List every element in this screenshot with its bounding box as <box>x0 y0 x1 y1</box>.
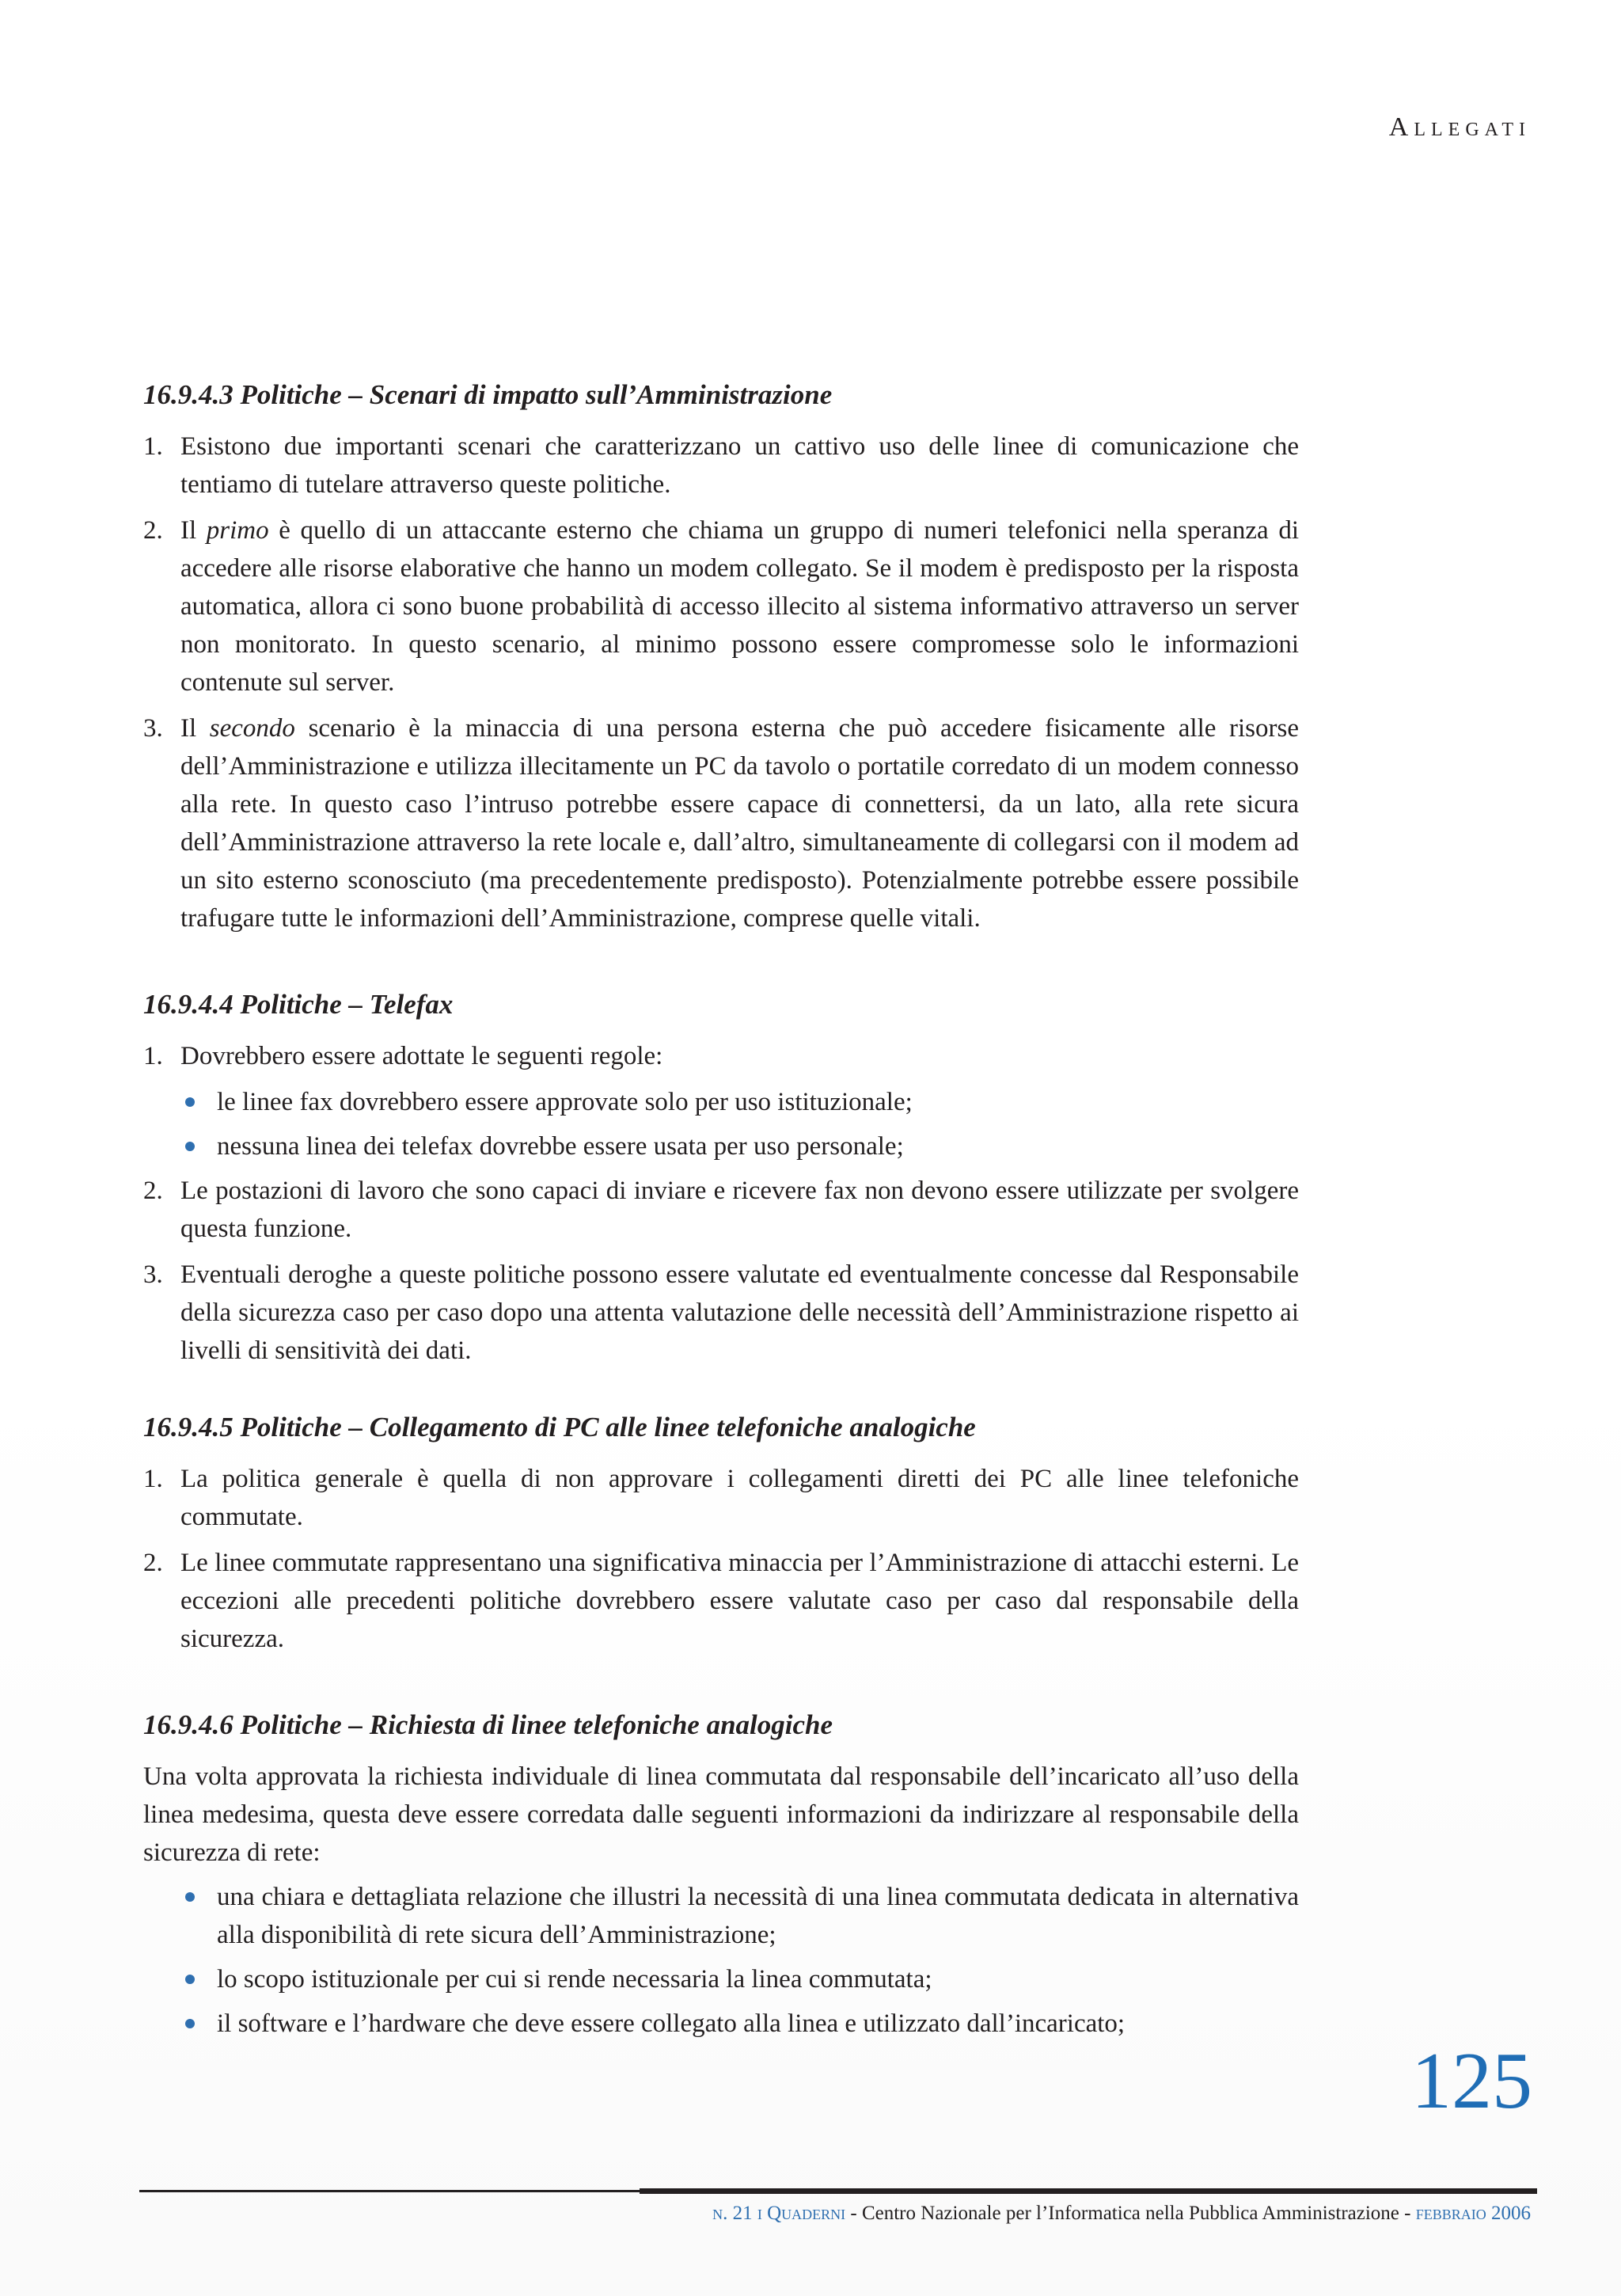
item-text: Esistono due importanti scenari che caratterizzano un cattivo uso delle linee di comunicazione che tentiamo di tutelare attraverso queste politiche. <box>180 432 1299 499</box>
bullet-icon <box>185 1892 195 1902</box>
bullet-item <box>143 2005 1299 2043</box>
page-number: 125 <box>1411 2036 1532 2126</box>
section-heading: 16.9.4.5 Politiche – Collegamento di PC alle linee telefoniche analogiche <box>143 1412 976 1443</box>
numbered-item <box>143 511 1299 701</box>
numbered-item <box>143 1544 1299 1658</box>
section-telefax <box>143 986 1299 1370</box>
footer-rule-accent <box>640 2188 1537 2194</box>
item-text-rest: scenario è la minaccia di una persona esterna che può accedere fisicamente alle risorse dell’Amministrazione e utilizza illecitamente un PC da tavolo o portatile corredato di un modem connesso alla rete. In questo caso l’intruso potrebbe essere capace di connettersi, da un lato, alla rete sicura dell’Amministrazione attraverso la rete locale e, dall’altro, simultaneamente di collegarsi con il modem ad un sito esterno sconosciuto (ma precedentemente predisposto). Potenzialmente potrebbe essere possibile trafugare tutte le informazioni dell’Amministrazione, comprese quelle vitali. <box>180 714 1299 933</box>
bullet-text: lo scopo istituzionale per cui si rende necessaria la linea commutata; <box>217 1965 932 1994</box>
footer <box>712 2203 1531 2225</box>
bullet-icon <box>185 1975 195 1984</box>
section-richiesta-linee <box>143 1707 1299 2043</box>
numbered-item <box>143 1256 1299 1370</box>
item-number: 1. <box>143 1042 163 1070</box>
item-text: Eventuali deroghe a queste politiche possono essere valutate ed eventualmente concesse dal Responsabile della sicurezza caso per caso dopo una attenta valutazione delle necessità dell’Amministrazione rispetto ai livelli di sensitività dei dati. <box>180 1260 1299 1365</box>
bullet-item <box>143 1127 1299 1165</box>
section-heading: 16.9.4.6 Politiche – Richiesta di linee telefoniche analogiche <box>143 1709 833 1740</box>
bullet-item <box>143 1960 1299 1998</box>
footer-issue: n. 21 i Quaderni <box>712 2203 846 2224</box>
footer-separator: - <box>1399 2203 1416 2224</box>
numbered-item <box>143 709 1299 937</box>
item-number: 2. <box>143 1177 163 1205</box>
section-collegamento-pc <box>143 1409 1299 1658</box>
bullet-icon <box>185 1097 195 1107</box>
item-number: 1. <box>143 432 163 461</box>
item-number: 1. <box>143 1465 163 1493</box>
numbered-item <box>143 428 1299 504</box>
numbered-item <box>143 1460 1299 1536</box>
bullet-item <box>143 1083 1299 1121</box>
section-heading: 16.9.4.3 Politiche – Scenari di impatto sull’Amministrazione <box>143 379 833 410</box>
bullet-text: una chiara e dettagliata relazione che illustri la necessità di una linea commutata dedicata in alternativa alla disponibilità di rete sicura dell’Amministrazione; <box>217 1883 1299 1949</box>
item-text: Le postazioni di lavoro che sono capaci di inviare e ricevere fax non devono essere utilizzate per svolgere questa funzione. <box>180 1177 1299 1243</box>
bullet-item <box>143 1878 1299 1954</box>
item-text-emphasis: secondo <box>209 714 295 743</box>
intro-paragraph: Una volta approvata la richiesta individuale di linea commutata dal responsabile dell’incaricato all’uso della linea medesima, questa deve essere corredata dalle seguenti informazioni da indirizzare al responsabile della sicurezza di rete: <box>143 1762 1299 1867</box>
item-number: 2. <box>143 1549 163 1577</box>
item-number: 3. <box>143 714 163 743</box>
bullet-text: le linee fax dovrebbero essere approvate solo per uso istituzionale; <box>217 1088 913 1116</box>
item-text-prefix: Il <box>180 516 207 545</box>
item-text: Le linee commutate rappresentano una significativa minaccia per l’Amministrazione di attacchi esterni. Le eccezioni alle precedenti politiche dovrebbero essere valutate caso per caso dal responsabile della sicurezza. <box>180 1549 1299 1653</box>
item-text-prefix: Il <box>180 714 210 743</box>
item-text: La politica generale è quella di non approvare i collegamenti diretti dei PC alle linee telefoniche commutate. <box>180 1465 1299 1531</box>
footer-date: febbraio 2006 <box>1415 2203 1531 2224</box>
section-scenari <box>143 377 1299 937</box>
item-text-emphasis: primo <box>206 516 269 545</box>
bullet-icon <box>185 1142 195 1151</box>
bullet-icon <box>185 2019 195 2028</box>
running-header: Allegati <box>1388 112 1531 142</box>
item-number: 3. <box>143 1260 163 1289</box>
section-heading: 16.9.4.4 Politiche – Telefax <box>143 989 454 1020</box>
footer-publisher: Centro Nazionale per l’Informatica nella Pubblica Amministrazione <box>861 2203 1399 2224</box>
document-body <box>143 377 1299 2092</box>
bullet-text: il software e l’hardware che deve essere collegato alla linea e utilizzato dall’incaricato; <box>217 2009 1126 2038</box>
numbered-item <box>143 1172 1299 1248</box>
numbered-item <box>143 1037 1299 1075</box>
item-text: Dovrebbero essere adottate le seguenti regole: <box>180 1042 663 1070</box>
item-number: 2. <box>143 516 163 545</box>
footer-separator: - <box>845 2203 862 2224</box>
item-text-rest: è quello di un attaccante esterno che chiama un gruppo di numeri telefonici nella speranza di accedere alle risorse elaborative che hanno un modem collegato. Se il modem è predisposto per la risposta automatica, allora ci sono buone probabilità di accesso illecito al sistema informativo attraverso un server non monitorato. In questo scenario, al minimo possono essere compromesse solo le informazioni contenute sul server. <box>180 516 1299 697</box>
bullet-text: nessuna linea dei telefax dovrebbe essere usata per uso personale; <box>217 1132 904 1161</box>
